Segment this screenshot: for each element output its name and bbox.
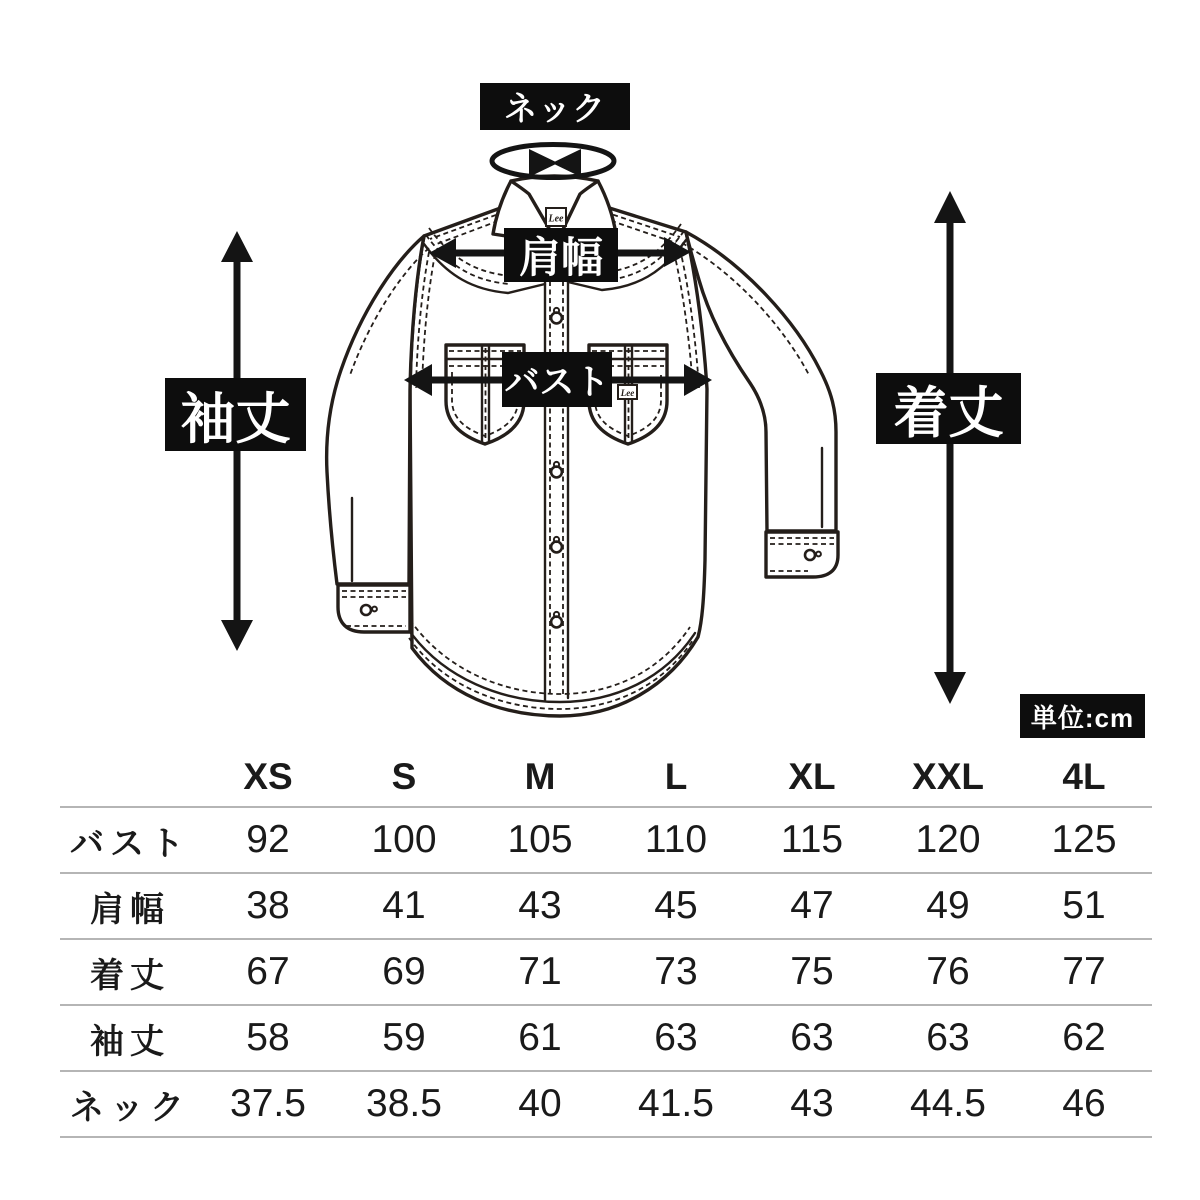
size-cell: 69 bbox=[382, 950, 426, 993]
size-cell: 120 bbox=[915, 818, 981, 861]
size-cell: 43 bbox=[790, 1082, 834, 1125]
size-cell: 105 bbox=[507, 818, 573, 861]
size-cell: 51 bbox=[1062, 884, 1106, 927]
size-cell: 44.5 bbox=[910, 1082, 986, 1125]
size-cell: 63 bbox=[926, 1016, 970, 1059]
right-cuff bbox=[766, 532, 838, 577]
neck-arrow-left-icon bbox=[552, 149, 581, 177]
size-cell: 67 bbox=[246, 950, 290, 993]
size-cell: 41.5 bbox=[638, 1082, 714, 1125]
size-cell: 37.5 bbox=[230, 1082, 306, 1125]
row-label: 肩幅 bbox=[90, 890, 170, 929]
size-column-header: 4L bbox=[1062, 755, 1106, 797]
row-label: ネック bbox=[70, 1088, 190, 1127]
table-row bbox=[60, 807, 1152, 873]
size-table-body bbox=[60, 807, 1152, 1137]
size-table-section bbox=[60, 747, 1152, 1138]
size-cell: 77 bbox=[1062, 950, 1106, 993]
size-table-header-row bbox=[60, 747, 1152, 807]
size-column-header: XL bbox=[788, 755, 836, 797]
pocket-brand-tag bbox=[618, 385, 637, 399]
row-label: 袖丈 bbox=[90, 1022, 170, 1061]
size-cell: 125 bbox=[1051, 818, 1117, 861]
row-label: 着丈 bbox=[90, 956, 170, 995]
size-cell: 92 bbox=[246, 818, 290, 861]
size-cell: 59 bbox=[382, 1016, 426, 1059]
size-column-header: M bbox=[524, 755, 556, 797]
size-cell: 63 bbox=[654, 1016, 698, 1059]
label-sleeve-length: 袖丈 bbox=[165, 378, 306, 451]
size-column-header: XXL bbox=[912, 755, 984, 797]
size-cell: 43 bbox=[518, 884, 562, 927]
collar-brand-tag bbox=[546, 208, 566, 226]
size-cell: 75 bbox=[790, 950, 834, 993]
table-row bbox=[60, 873, 1152, 939]
table-row bbox=[60, 939, 1152, 1005]
size-cell: 100 bbox=[371, 818, 437, 861]
size-table bbox=[60, 747, 1152, 1138]
collar-brand-tag-text: Lee bbox=[548, 213, 564, 225]
row-label: バスト bbox=[70, 824, 190, 863]
size-column-header: S bbox=[391, 755, 417, 797]
pocket-brand-tag-text: Lee bbox=[620, 388, 635, 398]
size-cell: 62 bbox=[1062, 1016, 1106, 1059]
size-cell: 63 bbox=[790, 1016, 834, 1059]
size-cell: 46 bbox=[1062, 1082, 1106, 1125]
size-cell: 40 bbox=[518, 1082, 562, 1125]
size-cell: 58 bbox=[246, 1016, 290, 1059]
size-cell: 38 bbox=[246, 884, 290, 927]
table-row bbox=[60, 1005, 1152, 1071]
size-cell: 71 bbox=[518, 950, 562, 993]
size-cell: 49 bbox=[926, 884, 970, 927]
size-cell: 47 bbox=[790, 884, 834, 927]
size-cell: 45 bbox=[654, 884, 698, 927]
size-cell: 115 bbox=[780, 818, 844, 861]
table-row bbox=[60, 1071, 1152, 1137]
size-cell: 61 bbox=[518, 1016, 562, 1059]
label-shoulder-width: 肩幅 bbox=[504, 228, 618, 282]
left-cuff bbox=[338, 585, 410, 632]
label-bust: バスト bbox=[502, 352, 612, 407]
label-body-length: 着丈 bbox=[876, 373, 1021, 444]
size-table-corner bbox=[60, 747, 200, 807]
unit-badge: 単位:cm bbox=[1020, 694, 1145, 738]
size-cell: 41 bbox=[382, 884, 426, 927]
size-column-header: L bbox=[664, 755, 688, 797]
size-cell: 76 bbox=[926, 950, 970, 993]
label-neck: ネック bbox=[480, 83, 630, 130]
size-cell: 73 bbox=[654, 950, 698, 993]
size-cell: 110 bbox=[644, 818, 708, 861]
size-table-head bbox=[60, 747, 1152, 807]
size-cell: 38.5 bbox=[366, 1082, 442, 1125]
neck-girth-indicator bbox=[492, 145, 614, 178]
size-column-header: XS bbox=[243, 755, 293, 797]
